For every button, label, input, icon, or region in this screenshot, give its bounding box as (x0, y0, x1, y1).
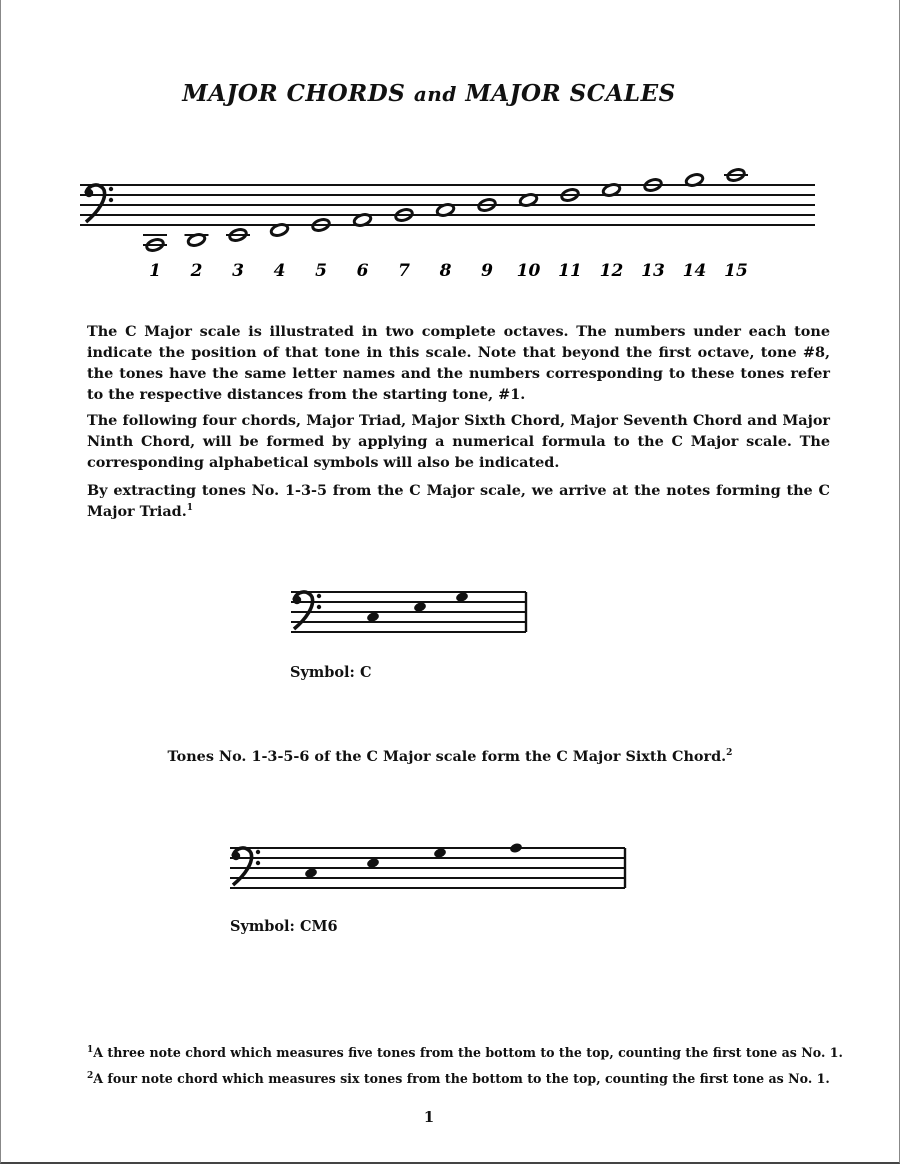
scale-number-5: 5 (315, 261, 327, 281)
scale-number-7: 7 (398, 261, 410, 281)
scale-number-8: 8 (439, 261, 452, 281)
footnote-2-text: A four note chord which measures six tones from the bottom to the top, counting the first tone as No. 1. (93, 1071, 830, 1086)
paragraph-four-chords: The following four chords, Major Triad, Major Sixth Chord, Major Seventh Chord and Major Ninth Chord, will be formed by applying a numerical formula to the C Major scale. The corresponding alphabetical symbols will also be indicated. (87, 412, 830, 471)
title-part-a: MAJOR CHORDS (182, 80, 414, 107)
scale-number-15: 15 (724, 261, 748, 281)
footnote-ref-1: 1 (186, 503, 194, 514)
paragraph-scale-explanation: The C Major scale is illustrated in two complete octaves. The numbers under each tone indicate the position of that tone in this scale. Note that beyond the first octave, tone #8, the tones have the same letter names and the numbers corresponding to these tones refer to the respective distances from the starting tone, #1. (87, 323, 830, 403)
page-number: 1 (423, 1108, 435, 1126)
footnote-ref-2: 2 (726, 748, 733, 759)
c-triad-staff (0, 580, 900, 660)
bass-clef-icon (293, 592, 321, 629)
footnote-1 (87, 1045, 847, 1060)
bass-clef-icon (232, 848, 260, 885)
footnote-1-text: A three note chord which measures five tones from the bottom to the top, counting the first tone as No. 1. (93, 1045, 843, 1060)
bass-clef-icon (85, 185, 113, 222)
triad-staff-lines (291, 592, 526, 632)
scale-number-6: 6 (356, 261, 369, 281)
triad-extraction-text: By extracting tones No. 1-3-5 from the C Major scale, we arrive at the notes forming the C Major Triad. (87, 482, 830, 520)
scale-notes (143, 168, 748, 253)
footnote-2 (87, 1071, 847, 1086)
scale-number-3: 3 (232, 261, 244, 281)
sixth-symbol: Symbol: CM6 (230, 918, 338, 935)
scale-number-4: 4 (273, 261, 286, 281)
paragraph-triad-extraction (87, 480, 830, 522)
c-major-scale-staff (0, 0, 900, 290)
sixth-chord-sentence (0, 748, 900, 765)
sixth-note-a (509, 842, 523, 854)
scale-number-10: 10 (516, 261, 541, 281)
scale-number-14: 14 (682, 261, 707, 281)
scale-numbers (149, 261, 748, 281)
title-and: and (413, 82, 457, 106)
scale-number-13: 13 (641, 261, 665, 281)
sixth-staff-lines (230, 848, 625, 888)
scale-number-11: 11 (558, 261, 582, 281)
scale-number-12: 12 (599, 261, 624, 281)
footnote-2-mark: 2 (87, 1070, 94, 1081)
triad-symbol: Symbol: C (290, 664, 372, 681)
c-sixth-staff (0, 838, 900, 918)
scale-number-9: 9 (481, 261, 493, 281)
scale-number-1: 1 (149, 261, 161, 281)
title-part-b: MAJOR SCALES (456, 80, 676, 107)
scale-number-2: 2 (190, 261, 203, 281)
sixth-chord-text: Tones No. 1-3-5-6 of the C Major scale form the C Major Sixth Chord. (167, 748, 727, 765)
footnote-1-mark: 1 (87, 1044, 94, 1055)
